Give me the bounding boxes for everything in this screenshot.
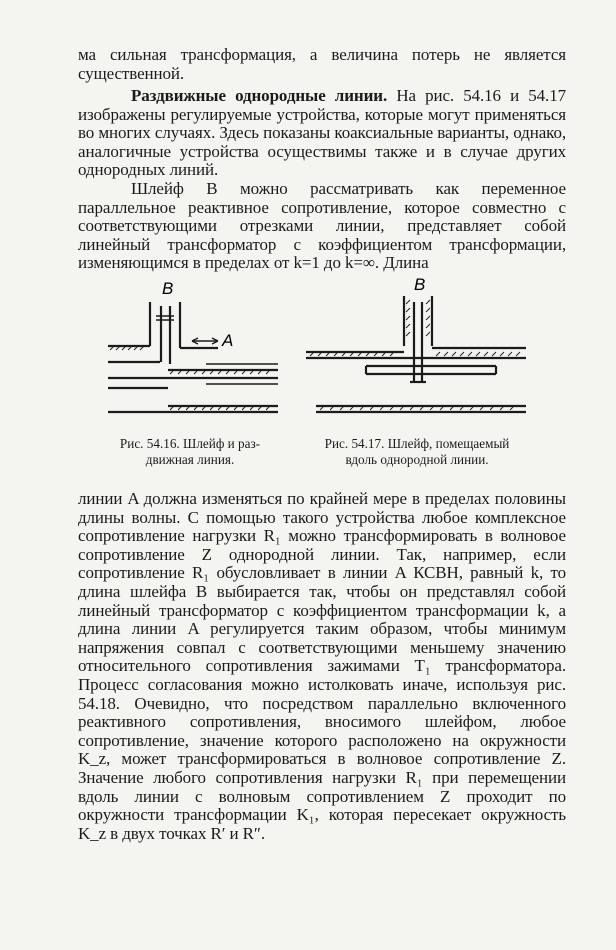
paragraph-main: линии A должна изменяться по крайней мере в пределах половины длины волны. С помощью такого устройства любое комплексное сопротивление нагрузки R₁ можно трансформировать в волновое сопротивление Z однородной линии. Так, например, если сопротивление R₁ обусловливает в линии A КСВН, равный k, то длина шлейфа B выбирается так, чтобы он представлял собой линейный трансформатор с коэффициентом трансформации k, а длина линии A регулируется таким образом, чтобы минимум напряжения совпал с соответствующими меньшему значению относительного сопротивления зажимами T₁ трансформатора. Процесс согласования можно истолковать иначе, используя рис. 54.18. Очевидно, что посредством параллельно включенного реактивного сопротивления, вносимого шлейфом, любое сопротивление, значение которого расположено на окружности K_z, может трансформироваться в волновое сопротивление Z. Значение любого сопротивления нагрузки R₁ при перемещении вдоль линии с волновым сопротивлением Z проходит по окружности трансформации K₁, которая пересекает окружность K_z в двух точках R′ и R″. — [78, 489, 566, 843]
label-b-fig1: B — [162, 279, 174, 298]
caption-fig1-line2: движная линия. — [145, 452, 235, 467]
figure-54-17 — [306, 272, 526, 418]
section-heading: Раздвижные однородные линии. — [131, 86, 388, 105]
stub-sliding-line-drawing — [108, 268, 278, 418]
paragraph-continuation: ма сильная трансформация, а величина потерь не является существенной. — [78, 45, 566, 83]
label-a-fig1: A — [222, 331, 234, 350]
label-b-fig2: B — [414, 275, 426, 294]
figure-54-16 — [108, 268, 278, 418]
stub-along-line-drawing — [306, 272, 526, 418]
caption-fig2-line1: Рис. 54.17. Шлейф, помещаемый — [324, 436, 510, 451]
paragraph-stub: Шлейф B можно рассматривать как переменное параллельное реактивное сопротивление, которое совместно с соответствующими отрезками линии, представляет собой линейный трансформатор с коэффициентом трансформации, изменяющимся в пределах от k=1 до k=∞. Длина — [78, 179, 566, 273]
section-text: На рис. 54.16 и 54.17 изображены регулируемые устройства, которые могут применяться во многих случаях. Здесь показаны коаксиальные варианты, однако, аналогичные устройства осуществимы также и в случае других однородных линий. — [78, 86, 566, 180]
caption-fig-54-16 — [94, 436, 286, 468]
caption-fig1-line1: Рис. 54.16. Шлейф и раз- — [119, 436, 261, 451]
caption-fig-54-17 — [300, 436, 534, 468]
caption-fig2-line2: вдоль однородной линии. — [345, 452, 489, 467]
paragraph-section — [78, 87, 566, 180]
